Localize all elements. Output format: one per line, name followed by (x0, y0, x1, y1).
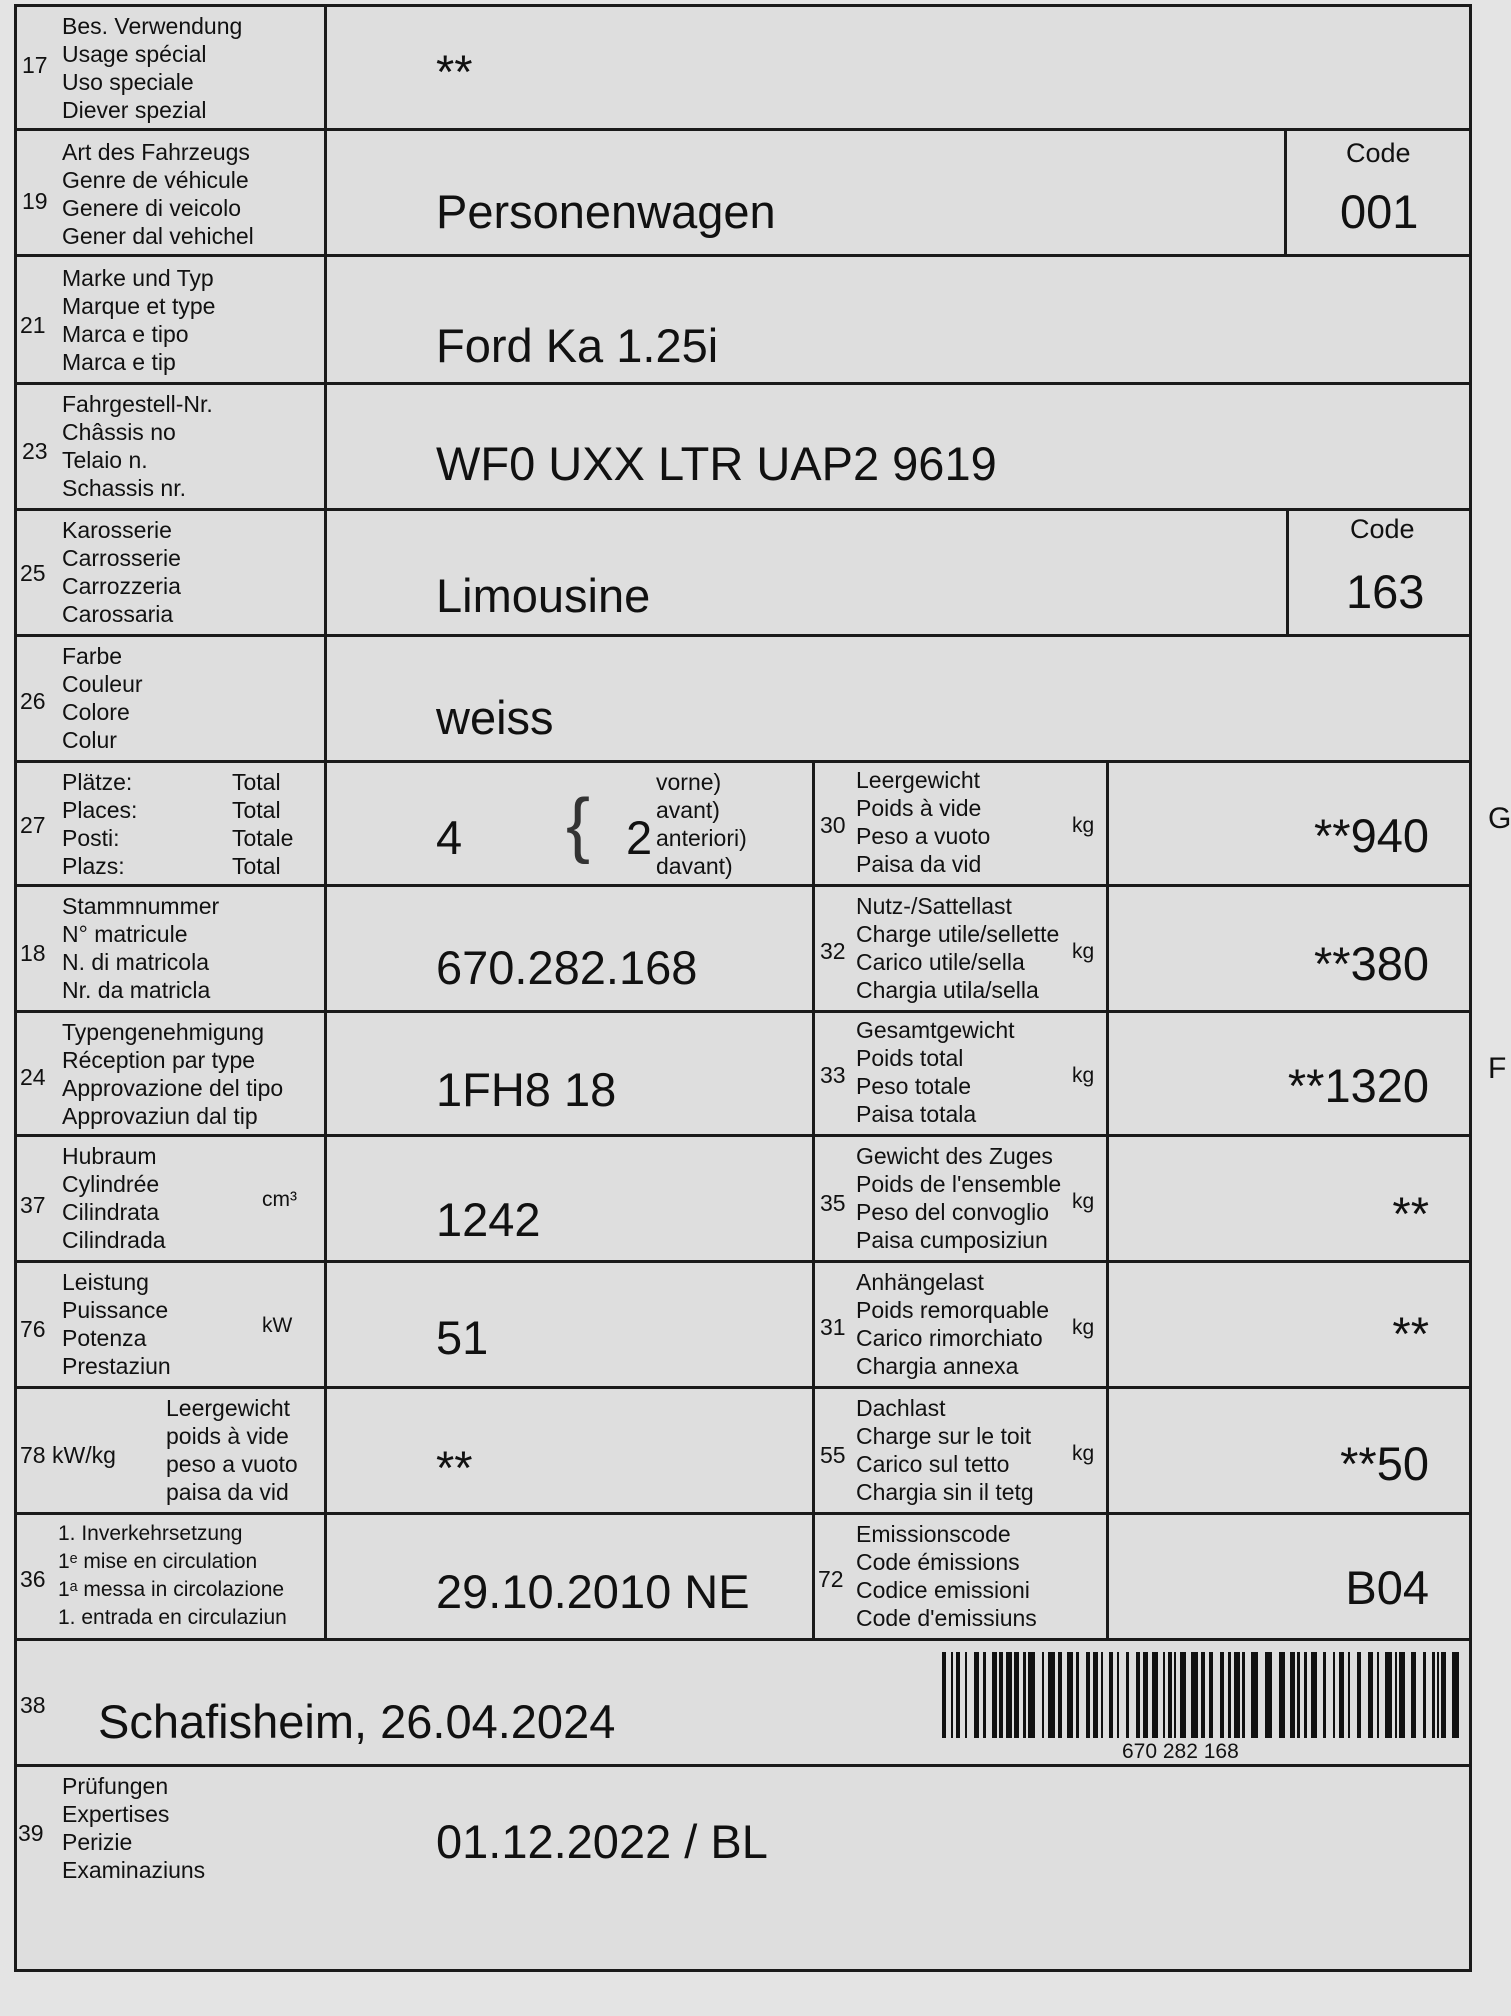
field-label: Stammnummer N° matricule N. di matricola Nr. da matricla (62, 893, 220, 1003)
barcode-bar (1086, 1652, 1090, 1738)
row-divider (14, 382, 1472, 385)
barcode-bar (1023, 1652, 1026, 1738)
row-divider (14, 1386, 1472, 1389)
row-divider (14, 1512, 1472, 1515)
barcode-bar (942, 1652, 946, 1738)
barcode-bar (1228, 1652, 1231, 1738)
field-number: 27 (20, 812, 46, 838)
unit-label: kW (262, 1314, 293, 1337)
field-number: 31 (820, 1314, 846, 1340)
field-number: 76 (20, 1316, 46, 1342)
field-number: 32 (820, 938, 846, 964)
barcode-bar (1143, 1652, 1148, 1738)
barcode-bar (1028, 1652, 1035, 1738)
field-number: 72 (818, 1566, 844, 1592)
barcode-bar (1395, 1652, 1397, 1738)
barcode-bar (1290, 1652, 1295, 1738)
field-label: Dachlast Charge sur le toit Carico sul tetto Chargia sin il tetg (856, 1395, 1034, 1505)
barcode-bar (1126, 1652, 1129, 1738)
unit-label: kg (1072, 1316, 1095, 1339)
barcode-bar (1014, 1652, 1019, 1738)
barcode-bar (1323, 1652, 1326, 1738)
barcode-bar (1437, 1652, 1439, 1738)
field-number: 19 (22, 188, 48, 214)
barcode-bar (1377, 1652, 1379, 1738)
empty-weight-value: **940 (1314, 809, 1429, 862)
row-divider (14, 128, 1472, 131)
field-label: Prüfungen Expertises Perizie Examinaziuns (62, 1773, 206, 1883)
barcode-bar (1042, 1652, 1044, 1738)
barcode-bar (1357, 1652, 1361, 1738)
barcode-text: 670 282 168 (1122, 1740, 1239, 1763)
bracket: { (566, 785, 591, 865)
barcode-bar (1101, 1652, 1103, 1738)
unit-label: kg (1072, 814, 1095, 837)
code-column-divider (1284, 128, 1287, 254)
barcode-bar (1399, 1652, 1405, 1738)
field-label: Art des Fahrzeugs Genre de véhicule Genere di veicolo Gener dal vehichel (62, 139, 254, 249)
field-number: 39 (18, 1820, 44, 1846)
unit-label: kg (1072, 940, 1095, 963)
field-label: Gesamtgewicht Poids total Peso totale Paisa totala (856, 1017, 1015, 1127)
field-label: Farbe Couleur Colore Colur (62, 643, 143, 753)
total-weight-value: **1320 (1287, 1059, 1429, 1112)
barcode-bar (1180, 1652, 1186, 1738)
roof-load-value: **50 (1340, 1437, 1429, 1490)
field-number: 25 (20, 560, 46, 586)
code-label: Code (1346, 138, 1411, 168)
field-label: Bes. Verwendung Usage spécial Uso speciale Diever spezial (62, 13, 243, 123)
barcode-bar (1201, 1652, 1205, 1738)
body-type-value: Limousine (436, 569, 651, 622)
field-number: 35 (820, 1190, 846, 1216)
barcode-bar (983, 1652, 986, 1738)
field-number: 37 (20, 1192, 46, 1218)
color-value: weiss (436, 691, 554, 744)
row-divider (14, 1638, 1472, 1641)
barcode-bar (1168, 1652, 1172, 1738)
barcode-bar (1048, 1652, 1055, 1738)
barcode-bar (1093, 1652, 1098, 1738)
barcode-bar (1368, 1652, 1373, 1738)
field-number: 21 (20, 312, 46, 338)
field-number: 36 (20, 1566, 46, 1592)
seats-total-value: 4 (436, 811, 463, 864)
field-number: 24 (20, 1064, 46, 1090)
barcode-bar (974, 1652, 979, 1738)
barcode-bar (1423, 1652, 1426, 1738)
inspection-value: 01.12.2022 / BL (436, 1815, 768, 1868)
field-label: Anhängelast Poids remorquable Carico rimorchiato Chargia annexa (856, 1269, 1050, 1379)
barcode-bar (1234, 1652, 1240, 1738)
field-label: Hubraum Cylindrée Cilindrata Cilindrada (62, 1143, 166, 1253)
barcode-bar (1441, 1652, 1446, 1738)
mid-column-divider (812, 760, 815, 1638)
code-column-divider (1286, 508, 1289, 634)
vehicle-type-code: 001 (1340, 185, 1419, 238)
barcode-bar (1452, 1652, 1459, 1738)
field-label: Marke und Typ Marque et type Marca e tipo Marca e tip (62, 265, 216, 375)
unit-label: cm³ (262, 1188, 297, 1211)
field-number: 38 (20, 1692, 46, 1718)
field-label: Emissionscode Code émissions Codice emissioni Code d'emissiuns (856, 1521, 1037, 1631)
field-label: Karosserie Carrosserie Carrozzeria Carossaria (62, 517, 181, 627)
field-number: 33 (820, 1062, 846, 1088)
barcode-bar (1385, 1652, 1392, 1738)
field-number: 18 (20, 940, 46, 966)
field-label: Fahrgestell-Nr. Châssis no Telaio n. Schassis nr. (62, 391, 213, 501)
row-divider (14, 1260, 1472, 1263)
body-type-code: 163 (1346, 565, 1425, 618)
barcode-bar (1152, 1652, 1158, 1738)
barcode-bar (999, 1652, 1003, 1738)
field-label: 1. Inverkehrsetzung 1ᵉ mise en circulation 1ᵃ messa in circolazione 1. entrada en circulaziun (58, 1522, 287, 1629)
barcode-bar (1136, 1652, 1140, 1738)
field-label: Leergewicht poids à vide peso a vuoto paisa da vid (166, 1395, 298, 1505)
field-label-total: Total Total Totale Total (232, 769, 294, 879)
field-label: Leergewicht Poids à vide Peso a vuoto Paisa da vid (856, 767, 991, 877)
field-number: 30 (820, 812, 846, 838)
type-approval-value: 1FH8 18 (436, 1063, 617, 1116)
field-number: 55 (820, 1442, 846, 1468)
barcode-bar (1076, 1652, 1079, 1738)
power-value: 51 (436, 1311, 489, 1364)
unit-label: kg (1072, 1442, 1095, 1465)
make-model-value: Ford Ka 1.25i (436, 319, 719, 372)
row-divider (14, 1134, 1472, 1137)
field-label: Gewicht des Zuges Poids de l'ensemble Peso del convoglio Paisa cumposiziun (856, 1143, 1062, 1253)
vehicle-type-value: Personenwagen (436, 185, 776, 238)
edge-mark: F (1488, 1052, 1507, 1085)
barcode-bar (1209, 1652, 1213, 1738)
row-divider (14, 508, 1472, 511)
barcode-bar (1067, 1652, 1073, 1738)
emission-code-value: B04 (1345, 1561, 1429, 1614)
barcode-bar (1304, 1652, 1307, 1738)
barcode-bar (1191, 1652, 1198, 1738)
unit-label: kg (1072, 1190, 1095, 1213)
place-date-value: Schafisheim, 26.04.2024 (98, 1695, 616, 1748)
row-divider (14, 760, 1472, 763)
field-label: Nutz-/Sattellast Charge utile/sellette Carico utile/sella Chargia utila/sella (856, 893, 1060, 1003)
power-to-weight-value: ** (436, 1441, 473, 1494)
registration-number-value: 670.282.168 (436, 941, 698, 994)
field-number: 26 (20, 688, 46, 714)
field-label: Typengenehmigung Réception par type Approvazione del tipo Approvaziun dal tip (62, 1019, 284, 1129)
chassis-number-value: WF0 UXX LTR UAP2 9619 (436, 437, 997, 490)
barcode (940, 1652, 1465, 1740)
edge-mark: G (1488, 802, 1511, 835)
field-number: 23 (22, 438, 48, 464)
barcode-bar (1109, 1652, 1113, 1738)
seats-front-value: 2 (626, 811, 653, 864)
trailer-load-value: ** (1392, 1307, 1429, 1360)
barcode-bar (956, 1652, 960, 1738)
barcode-bar (1163, 1652, 1165, 1738)
code-label: Code (1350, 514, 1415, 544)
barcode-bar (1251, 1652, 1258, 1738)
field-number: 78 (20, 1442, 46, 1468)
barcode-bar (1297, 1652, 1300, 1738)
right-value-divider (1106, 760, 1109, 1638)
row-divider (14, 884, 1472, 887)
barcode-bar (1333, 1652, 1335, 1738)
barcode-bar (1432, 1652, 1435, 1738)
barcode-bar (1339, 1652, 1344, 1738)
row-divider (14, 254, 1472, 257)
displacement-value: 1242 (436, 1193, 541, 1246)
label-column-divider (324, 4, 327, 1638)
special-usage-value: ** (436, 45, 473, 98)
row-divider (14, 634, 1472, 637)
field-unit-prefix: kW/kg (52, 1442, 116, 1468)
barcode-bar (1174, 1652, 1176, 1738)
row-divider (14, 1764, 1472, 1767)
row-divider (14, 1010, 1472, 1013)
barcode-bar (965, 1652, 967, 1738)
barcode-bar (1265, 1652, 1272, 1738)
barcode-bar (1058, 1652, 1062, 1738)
barcode-bar (1117, 1652, 1119, 1738)
first-registration-value: 29.10.2010 NE (436, 1565, 750, 1618)
combination-weight-value: ** (1392, 1187, 1429, 1240)
barcode-bar (1242, 1652, 1245, 1738)
barcode-bar (992, 1652, 997, 1738)
field-label: Plätze: Places: Posti: Plazs: (62, 769, 138, 879)
barcode-bar (951, 1652, 953, 1738)
barcode-bar (1006, 1652, 1012, 1738)
field-label-front: vorne) avant) anteriori) davant) (656, 769, 747, 879)
barcode-bar (1411, 1652, 1416, 1738)
barcode-bar (1348, 1652, 1350, 1738)
barcode-bar (1311, 1652, 1317, 1738)
field-number: 17 (22, 52, 48, 78)
payload-value: **380 (1314, 937, 1429, 990)
unit-label: kg (1072, 1064, 1095, 1087)
field-label: Leistung Puissance Potenza Prestaziun (62, 1269, 171, 1379)
barcode-bar (1279, 1652, 1285, 1738)
barcode-bar (1220, 1652, 1224, 1738)
